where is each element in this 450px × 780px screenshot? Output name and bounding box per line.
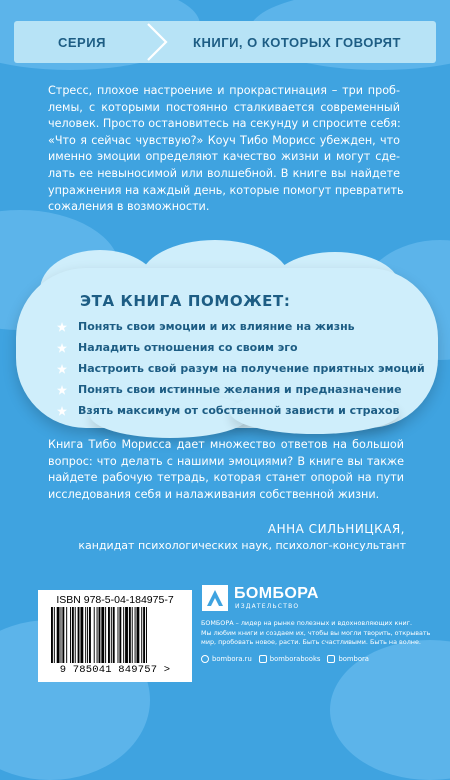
social-label: bombora (338, 655, 369, 663)
barcode-bar (97, 607, 98, 663)
star-icon (57, 385, 67, 395)
barcode-bar (135, 607, 136, 663)
publisher-line: Мы любим книги и создаем их, чтобы вы могли творить, открывать (201, 628, 431, 637)
barcode-bar (99, 607, 101, 663)
social-label: bomborabooks (269, 655, 321, 663)
barcode-bar (54, 607, 55, 663)
barcode-bar (132, 607, 133, 663)
star-icon (57, 343, 67, 353)
barcode-digits: 9 785041 849757 > (59, 664, 171, 676)
review-author-name: АННА СИЛЬНИЦКАЯ, (267, 522, 405, 536)
series-label: СЕРИЯ (58, 34, 106, 50)
intro-line: лать ее невыносимой или волшебной. В книге вы найдете (48, 166, 400, 180)
barcode-bar (75, 607, 76, 663)
review-line: исследования себя и налаживания собственной жизни. (48, 487, 380, 501)
list-item-label: Понять свои истинные желания и предназначение (78, 383, 402, 396)
barcode-bar (101, 607, 104, 663)
series-banner (14, 21, 436, 63)
intro-line: лемы, с которыми постоянно сталкивается современный (48, 100, 400, 114)
instagram-icon (259, 655, 267, 663)
isbn-label: ISBN 978-5-04-184975-7 (56, 594, 174, 606)
intro-paragraph (48, 83, 404, 216)
barcode-bar (119, 607, 121, 663)
publisher-line: мир, пробовать новое, расти. Быть счастливыми. Быть на волне. (201, 638, 421, 647)
barcode-bar (143, 607, 145, 663)
review-paragraph (48, 437, 404, 503)
barcode-bars (50, 607, 182, 663)
barcode-bar (72, 607, 74, 663)
help-title: ЭТА КНИГА ПОМОЖЕТ: (80, 292, 291, 310)
intro-line: сожаления в возможности. (48, 200, 210, 214)
barcode-bar (113, 607, 115, 663)
publisher-subtitle: ИЗДАТЕЛЬСТВО (235, 603, 300, 610)
series-title: КНИГИ, О КОТОРЫХ ГОВОРЯТ (193, 34, 401, 50)
barcode-bar (146, 607, 147, 663)
review-line: вопрос: что делать с нашими эмоциями? В книге вы также (48, 454, 404, 468)
social-link-vk[interactable] (327, 655, 369, 663)
intro-line: Стресс, плохое настроение и прокрастинация – три проб- (48, 84, 400, 97)
list-item (57, 400, 425, 421)
barcode-bar (57, 607, 60, 663)
list-item-label: Понять свои эмоции и их влияние на жизнь (78, 320, 355, 333)
publisher-socials (201, 655, 376, 663)
list-item (57, 337, 425, 358)
social-link-instagram[interactable] (259, 655, 321, 663)
list-item (57, 316, 425, 337)
review-author-title: кандидат психологических наук, психолог-консультант (78, 539, 406, 552)
barcode-bar (78, 607, 80, 663)
list-item-label: Наладить отношения со своим эго (78, 341, 298, 354)
intro-line: человек. Просто остановитесь на секунду и спросите себя: (48, 117, 401, 131)
list-item (57, 379, 425, 400)
intro-line: упражнения на каждый день, которые помогут превратить (48, 183, 404, 197)
star-icon (57, 322, 67, 332)
barcode-bar (62, 607, 64, 663)
barcode-bar (66, 607, 67, 663)
bombora-logo-icon (201, 584, 229, 612)
barcode (38, 590, 192, 682)
help-list (57, 316, 425, 421)
barcode-bar (129, 607, 131, 663)
chevron-right-icon (144, 21, 172, 63)
globe-icon (201, 655, 209, 663)
barcode-bar (108, 607, 110, 663)
barcode-bar (94, 607, 95, 663)
list-item-label: Взять максимум от собственной зависти и страхов (78, 404, 400, 417)
star-icon (57, 406, 67, 416)
list-item (57, 358, 425, 379)
barcode-bar (87, 607, 88, 663)
barcode-bar (123, 607, 124, 663)
social-link-site[interactable] (201, 655, 252, 663)
intro-line: «Что я сейчас чувствую?» Коуч Тибо Морисс убежден, что (48, 133, 400, 147)
vk-icon (327, 655, 335, 663)
intro-line: именно эмоции определяют качество жизни и могут сде- (48, 150, 400, 164)
barcode-bar (105, 607, 106, 663)
star-icon (57, 364, 67, 374)
barcode-bar (89, 607, 91, 663)
barcode-bar (125, 607, 128, 663)
barcode-bar (70, 607, 71, 663)
social-label: bombora.ru (212, 655, 252, 663)
barcode-bar (80, 607, 83, 663)
publisher-description (201, 619, 431, 648)
review-line: найдете рабочую тетрадь, которая станет опорой на пути (48, 471, 404, 485)
list-item-label: Настроить свой разум на получение приятных эмоций (78, 362, 425, 375)
review-line: Книга Тибо Морисса дает множество ответов на большой (48, 438, 404, 451)
barcode-bar (118, 607, 119, 663)
publisher-line: БОМБОРА – лидер на рынке полезных и вдохновляющих книг. (201, 619, 413, 627)
barcode-bar (137, 607, 140, 663)
barcode-bar (85, 607, 86, 663)
publisher-name: БОМБОРА (234, 585, 319, 602)
barcode-bar (51, 607, 53, 663)
barcode-bar (61, 607, 62, 663)
barcode-bar (141, 607, 142, 663)
barcode-bar (111, 607, 112, 663)
